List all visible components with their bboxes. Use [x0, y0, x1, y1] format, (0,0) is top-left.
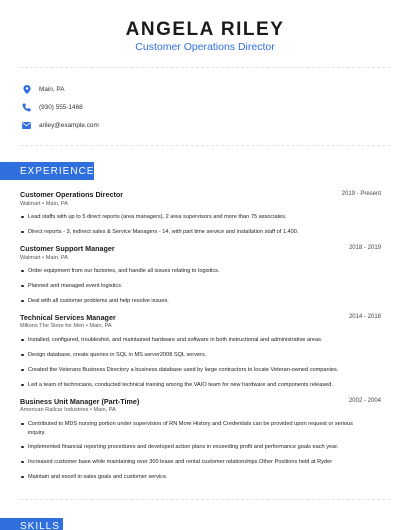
job-bullet: Direct reports - 3, indirect sales & Service Managers - 14, with part time service and installation staff of 1,400. [20, 228, 370, 237]
job-bullet: Implemented financial reporting procedures and developed action plans in exceeding profit and performance goals each year. [20, 443, 370, 452]
email-icon [22, 121, 31, 130]
phone-icon [22, 103, 31, 112]
job-bullet: Planned and managed event logistics. [20, 282, 370, 291]
job-bullet: Design database, create queries in SQL in MS server2008 SQL servers. [20, 351, 370, 360]
job-bullet: Led a team of technicians, conducted technical training among the VAIO team for new hardware and components released. [20, 381, 370, 390]
job-bullet: Lead staffs with up to 5 direct reports (area managers), 2 area supervisors and more than 75 associates. [20, 213, 370, 222]
contact-location [22, 83, 64, 95]
candidate-name: ANGELA RILEY [125, 19, 285, 40]
contact-email-text: ariley@example.com [39, 121, 99, 129]
job-title: Customer Support Manager [20, 244, 115, 253]
job-bullet: Installed, configured, troubleshot, and maintained hardware and software in both instructional and administrative areas. [20, 336, 370, 345]
job-company-line: Miltons The Store for Men • Main, PA [20, 323, 112, 329]
job-bullet: Maintain and excell in sales goals and customer service. [20, 473, 370, 482]
candidate-title: Customer Operations Director [135, 41, 275, 53]
job-bullet: Contributed to MDS nursing portion under supervision of RN More History and Credentials can be provided upon request or serious inquiry. [20, 420, 370, 437]
job-dates: 2014 - 2018 [348, 314, 381, 320]
job-location: Main, PA [89, 323, 112, 329]
contact-phone-text: (930) 555-1468 [39, 103, 83, 111]
job-bullet: Order equipment from our factories, and handle all issues relating to logistics. [20, 267, 370, 276]
job-location: Main, PA [93, 407, 116, 413]
experience-divider [20, 499, 390, 500]
job-bullet: Created the Veterans Business Directory a business database used by large contractors to locate Veteran-owned companies. [20, 366, 370, 375]
job-title: Technical Services Manager [20, 313, 116, 322]
job-dates: 2019 - Present [341, 191, 381, 197]
job-company: Walmart [20, 201, 41, 207]
job-title: Business Unit Manager (Part-Time) [20, 397, 140, 406]
section-heading-skills: SKILLS [0, 518, 63, 530]
job-title: Customer Operations Director [20, 190, 124, 199]
contact-divider [20, 145, 390, 146]
job-bullet: Deal with all customer problems and help resolve issues. [20, 297, 370, 306]
job-location: Main, PA [45, 201, 68, 207]
header-divider [20, 67, 390, 68]
contact-location-text: Main, PA [39, 85, 65, 93]
job-company: Walmart [20, 255, 41, 261]
job-bullet: Increased customer base while maintaining over 300 lease and rental customer relationships.Other Positions held at Ryder [20, 458, 370, 467]
section-heading-experience: EXPERIENCE [0, 162, 94, 180]
job-location: Main, PA [45, 255, 68, 261]
job-dates: 2018 - 2019 [348, 245, 381, 251]
location-pin-icon [22, 85, 31, 94]
job-company-line: Walmart • Main, PA [20, 255, 68, 261]
job-company-line: Walmart • Main, PA [20, 201, 68, 207]
job-company: American Railcar Industries [20, 407, 89, 413]
contact-phone[interactable] [22, 101, 83, 113]
job-company-line: American Railcar Industries • Main, PA [20, 407, 116, 413]
job-company: Miltons The Store for Men [20, 323, 85, 329]
job-dates: 2002 - 2004 [348, 398, 381, 404]
contact-email[interactable] [22, 119, 99, 131]
